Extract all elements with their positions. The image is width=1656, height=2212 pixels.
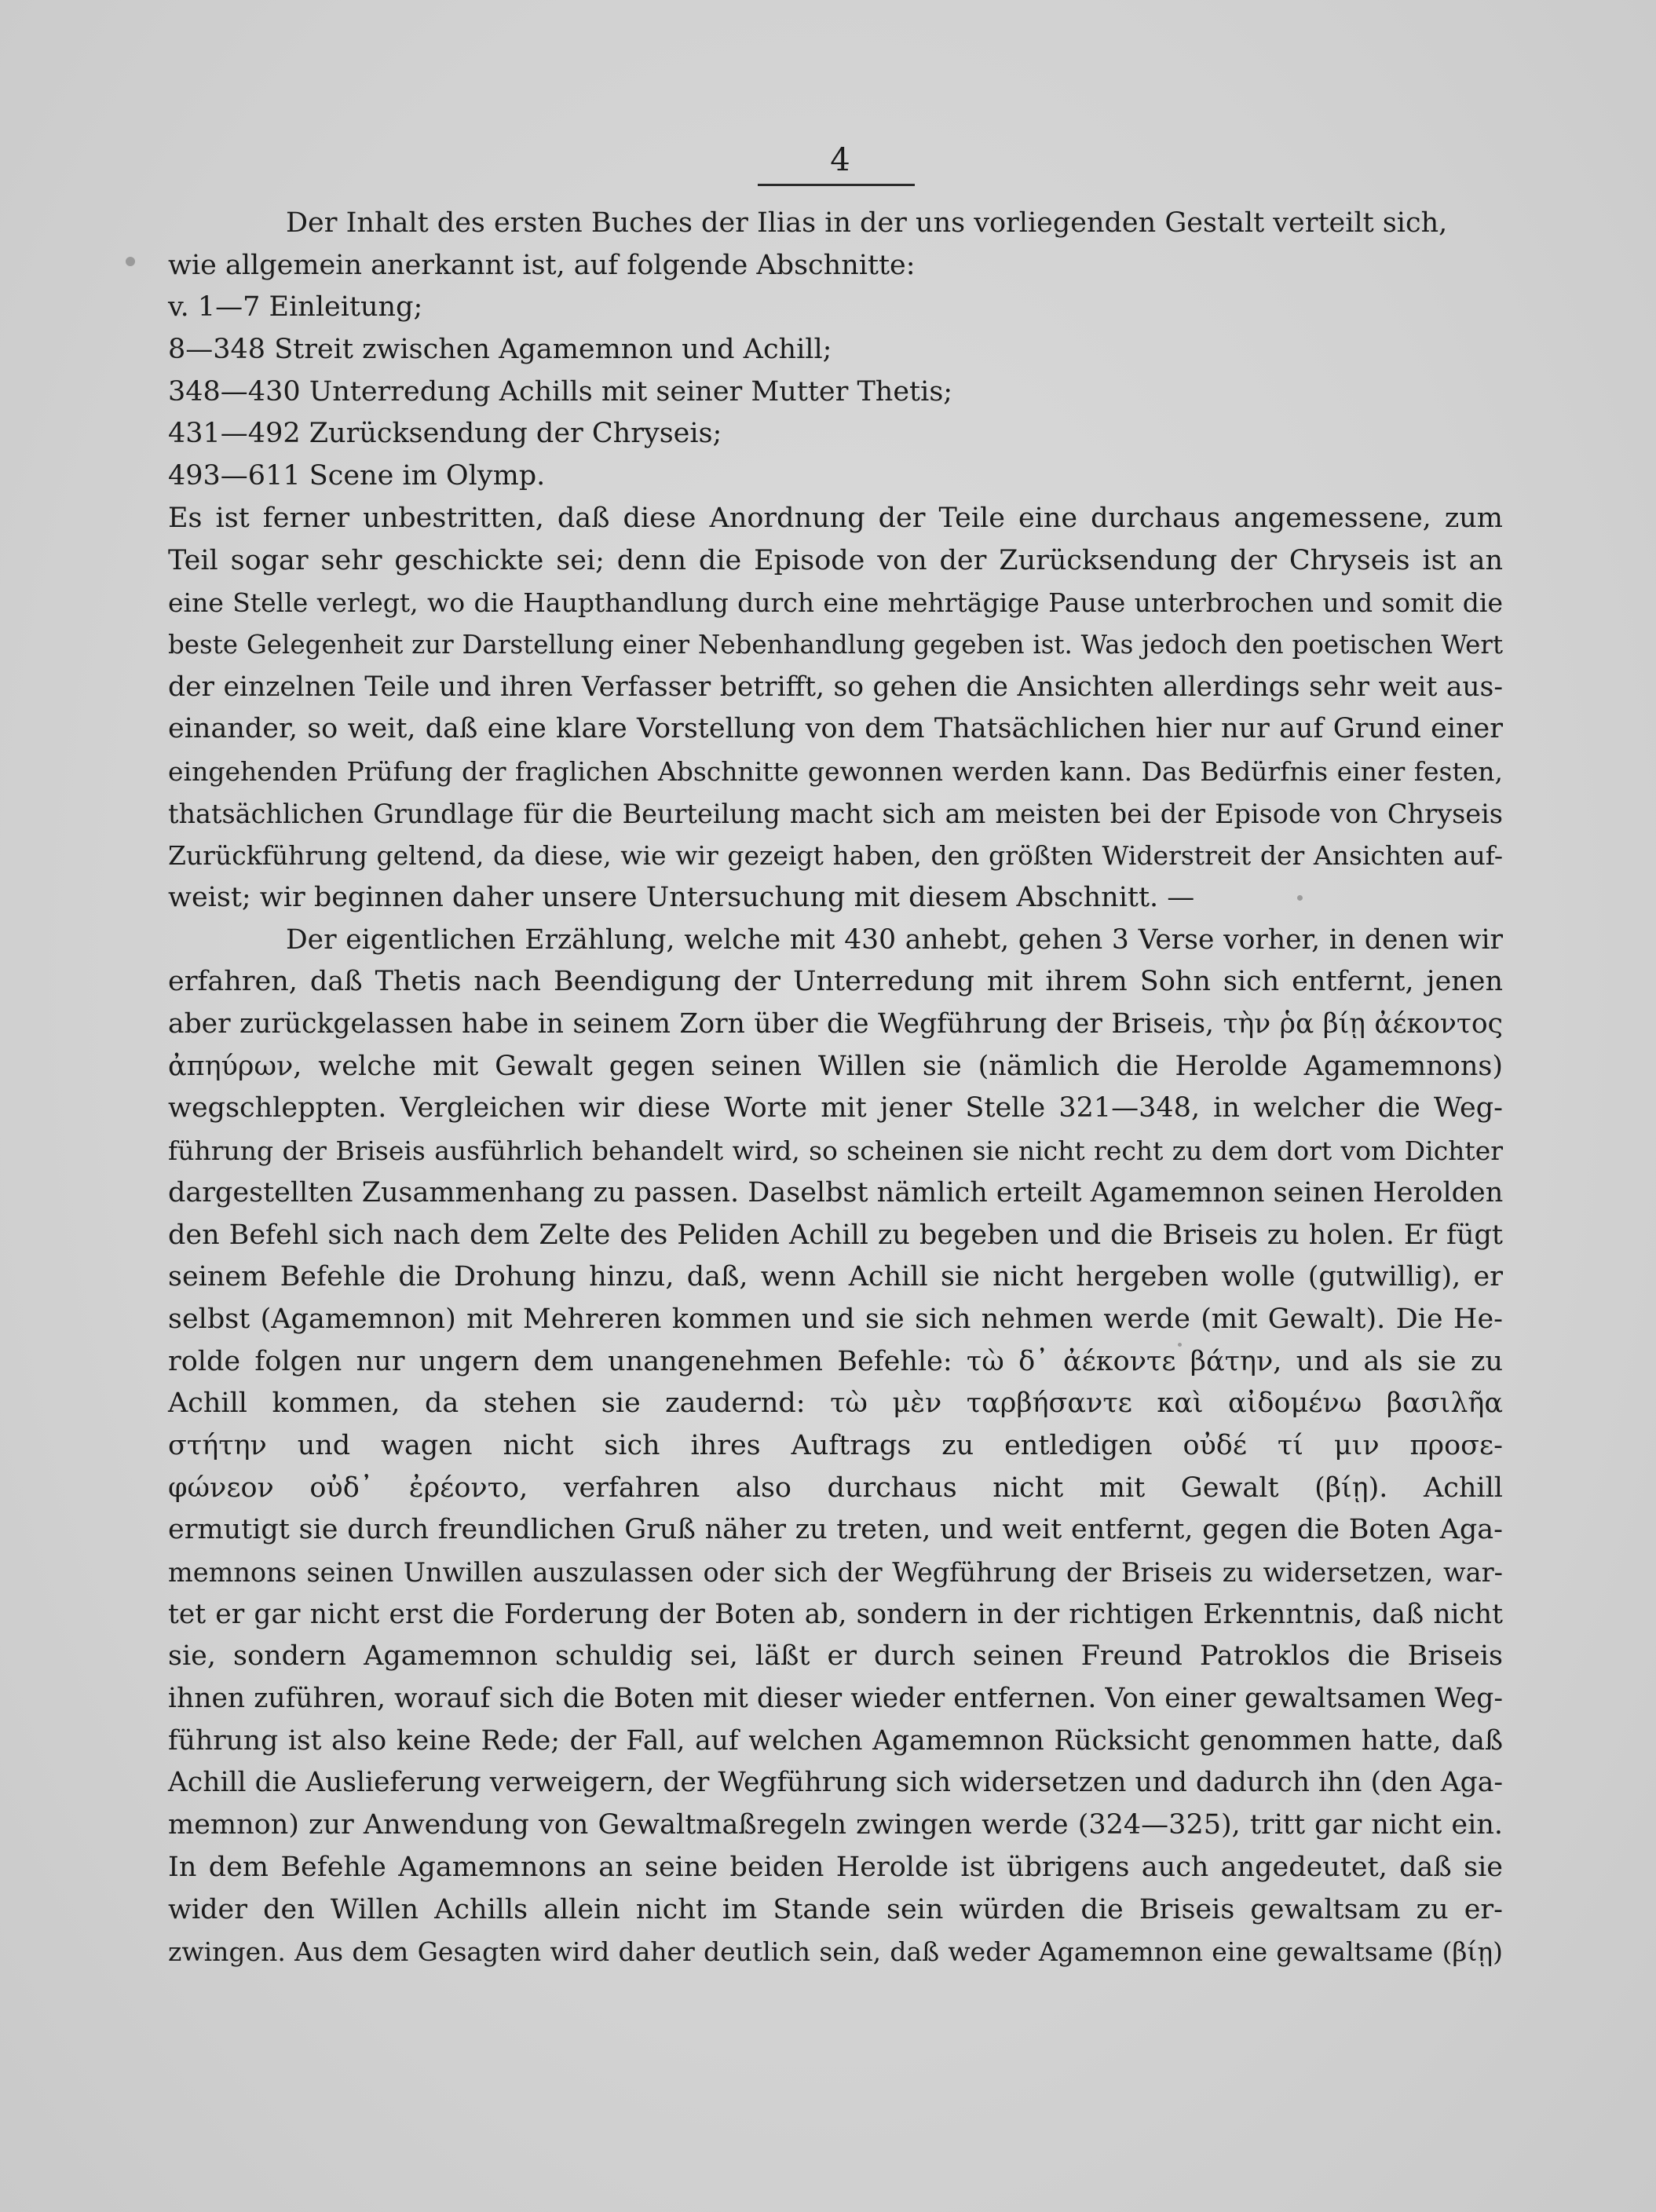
text-line: führung ist also keine Rede; der Fall, auf welchen Agamemnon Rücksicht genommen hatte, daß	[168, 1724, 1503, 1757]
page-number: 4	[830, 142, 850, 178]
text-line: führung der Briseis ausführlich behandelt wird, so scheinen sie nicht recht zu dem dort vom Dichter	[168, 1135, 1503, 1167]
text-line: ihnen zuführen, worauf sich die Boten mit dieser wieder entfernen. Von einer gewaltsamen Weg-	[168, 1683, 1503, 1715]
text-line: seinem Befehle die Drohung hinzu, daß, wenn Achill sie nicht hergeben wolle (gutwillig), er	[168, 1261, 1503, 1293]
text-line: στήτην und wagen nicht sich ihres Auftrags zu entledigen οὐδέ τί μιν προσε-	[168, 1429, 1503, 1461]
section-list-item: 8—348 Streit zwischen Agamemnon und Achill;	[168, 334, 832, 366]
text-line: einander, so weit, daß eine klare Vorstellung von dem Thatsächlichen hier nur auf Grund einer	[168, 713, 1503, 745]
text-line: wegschleppten. Vergleichen wir diese Worte mit jener Stelle 321—348, in welcher die Weg-	[168, 1092, 1503, 1124]
text-line: selbst (Agamemnon) mit Mehreren kommen und sie sich nehmen werde (mit Gewalt). Die He-	[168, 1303, 1503, 1335]
text-line: beste Gelegenheit zur Darstellung einer Nebenhandlung gegeben ist. Was jedoch den poetischen Wert	[168, 629, 1503, 660]
text-line: zwingen. Aus dem Gesagten wird daher deutlich sein, daß weder Agamemnon eine gewaltsame (βίῃ)	[168, 1936, 1503, 1968]
text-line: wie allgemein anerkannt ist, auf folgende Abschnitte:	[168, 249, 916, 281]
text-line: Der Inhalt des ersten Buches der Ilias in der uns vorliegenden Gestalt verteilt sich,	[286, 207, 1448, 239]
text-line: der einzelnen Teile und ihren Verfasser betrifft, so gehen die Ansichten allerdings sehr weit aus-	[168, 671, 1503, 703]
text-line: Teil sogar sehr geschickte sei; denn die Episode von der Zurücksendung der Chryseis ist an	[168, 544, 1503, 576]
text-line: ἀπηύρων, welche mit Gewalt gegen seinen Willen sie (nämlich die Herolde Agamemnons)	[168, 1050, 1503, 1082]
section-list-item: 431—492 Zurücksendung der Chryseis;	[168, 418, 722, 450]
text-line: dargestellten Zusammenhang zu passen. Daselbst nämlich erteilt Agamemnon seinen Herolden	[168, 1176, 1504, 1208]
text-line: Achill die Auslieferung verweigern, der Wegführung sich widersetzen und dadurch ihn (den Aga-	[168, 1767, 1503, 1799]
section-list-item: 348—430 Unterredung Achills mit seiner Mutter Thetis;	[168, 375, 953, 408]
text-line: ermutigt sie durch freundlichen Gruß näher zu treten, und weit entfernt, gegen die Boten Aga-	[168, 1514, 1503, 1546]
text-line: Der eigentlichen Erzählung, welche mit 430 anhebt, gehen 3 Verse vorher, in denen wir	[286, 923, 1503, 956]
text-line: Es ist ferner unbestritten, daß diese Anordnung der Teile eine durchaus angemessene, zum	[168, 502, 1503, 534]
text-line: memnons seinen Unwillen auszulassen oder sich der Wegführung der Briseis zu widersetzen, war-	[168, 1557, 1503, 1588]
text-line: aber zurückgelassen habe in seinem Zorn über die Wegführung der Briseis, τὴν ῥα βίῃ ἀέκοντος	[168, 1008, 1503, 1040]
text-line: weist; wir beginnen daher unsere Untersuchung mit diesem Abschnitt. —	[168, 882, 1195, 913]
text-line: den Befehl sich nach dem Zelte des Peliden Achill zu begeben und die Briseis zu holen. Er fügt	[168, 1219, 1503, 1251]
text-line: tet er gar nicht erst die Forderung der Boten ab, sondern in der richtigen Erkenntnis, daß nicht	[168, 1598, 1503, 1630]
text-line: memnon) zur Anwendung von Gewaltmaßregeln zwingen werde (324—325), tritt gar nicht ein.	[168, 1809, 1503, 1841]
section-list-item: 493—611 Scene im Olymp.	[168, 460, 546, 492]
text-line: rolde folgen nur ungern dem unangenehmen Befehle: τὼ δ᾽ ἀέκοντε βάτην, und als sie zu	[168, 1345, 1503, 1377]
text-line: sie, sondern Agamemnon schuldig sei, läßt er durch seinen Freund Patroklos die Briseis	[168, 1640, 1503, 1673]
text-line: thatsächlichen Grundlage für die Beurteilung macht sich am meisten bei der Episode von Chryseis	[168, 798, 1503, 829]
section-list-item: v. 1—7 Einleitung;	[168, 291, 423, 324]
text-line: φώνεον οὐδ᾽ ἐρέοντο, verfahren also durchaus nicht mit Gewalt (βίῃ). Achill	[168, 1472, 1503, 1504]
text-line: erfahren, daß Thetis nach Beendigung der Unterredung mit ihrem Sohn sich entfernt, jenen	[168, 966, 1503, 998]
text-line: Zurückführung geltend, da diese, wie wir gezeigt haben, den größten Widerstreit der Ansichten auf-	[168, 840, 1503, 872]
paper-speck	[126, 257, 135, 266]
body-text	[168, 203, 1503, 1973]
text-line: In dem Befehle Agamemnons an seine beiden Herolde ist übrigens auch angedeutet, daß sie	[168, 1851, 1503, 1883]
text-line: eine Stelle verlegt, wo die Haupthandlung durch eine mehrtägige Pause unterbrochen und somit die	[168, 587, 1503, 619]
text-line: wider den Willen Achills allein nicht im Stande sein würden die Briseis gewaltsam zu er-	[168, 1893, 1503, 1925]
page-number-rule	[758, 184, 915, 186]
text-line: Achill kommen, da stehen sie zaudernd: τὼ μὲν ταρβήσαντε καὶ αἰδομένω βασιλῆα	[168, 1388, 1503, 1420]
text-line: eingehenden Prüfung der fraglichen Abschnitte gewonnen werden kann. Das Bedürfnis einer festen,	[168, 755, 1503, 787]
